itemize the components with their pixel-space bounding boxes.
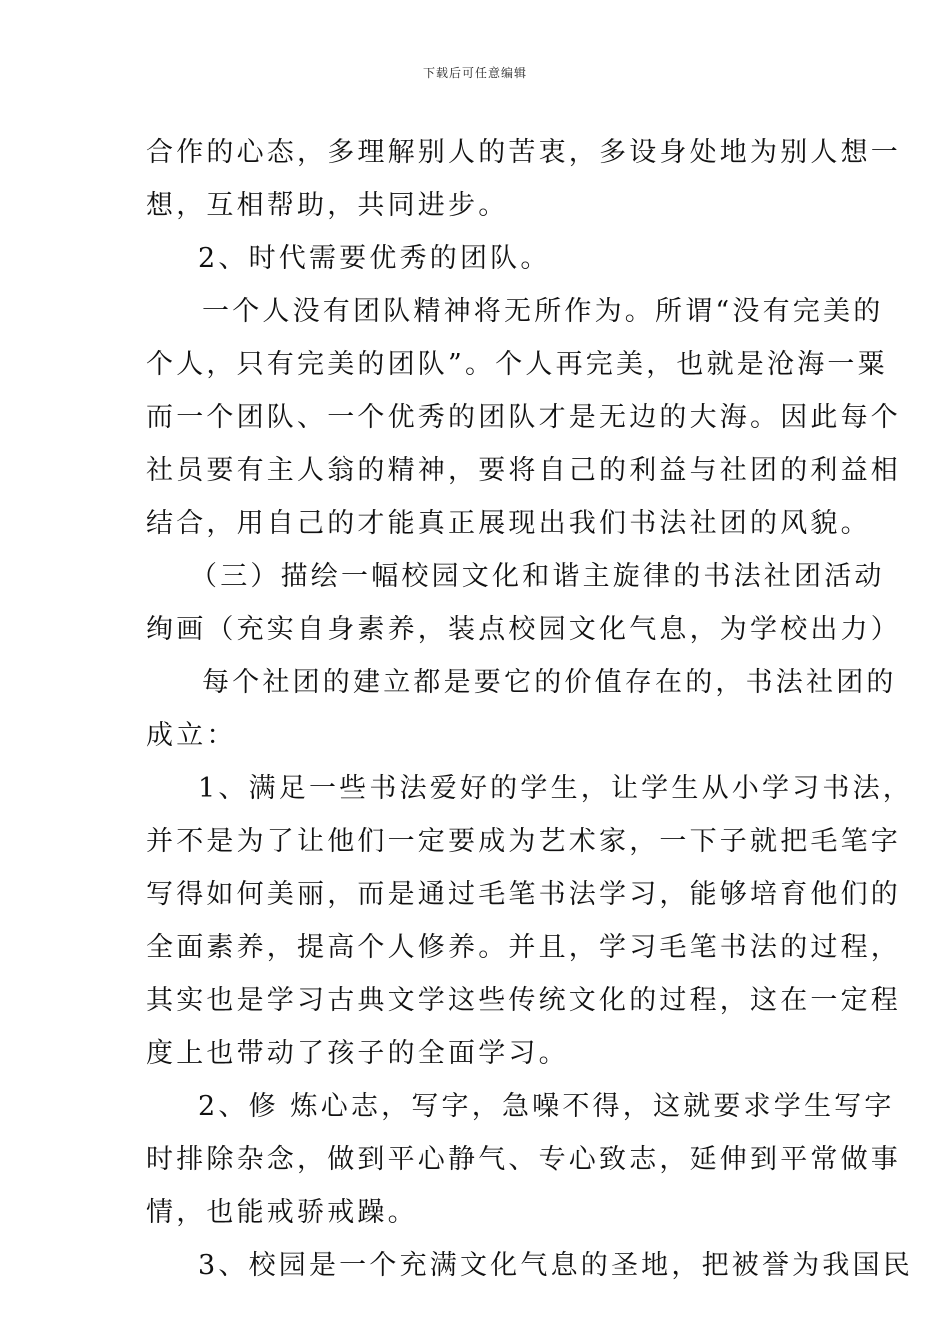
text-line: 其实也是学习古典文学这些传统文化的过程，这在一定程 (146, 985, 901, 1016)
text-line: 2、修 炼心志，写字，急噪不得，这就要求学生写字 (198, 1091, 895, 1122)
text-line: 成立： (146, 720, 237, 751)
document-body (146, 126, 913, 1292)
text-line: 写得如何美丽，而是通过毛笔书法学习，能够培育他们的 (146, 879, 901, 910)
text-line: 绚画（充实自身素养，装点校园文化气息，为学校出力） (146, 614, 901, 645)
text-line: 2、时代需要优秀的团队。 (198, 243, 551, 274)
text-line: 合作的心态，多理解别人的苦衷，多设身处地为别人想一 (146, 137, 901, 168)
text-line: 想，互相帮助，共同进步。 (146, 190, 509, 221)
text-line: 并不是为了让他们一定要成为艺术家，一下子就把毛笔字 (146, 826, 901, 857)
text-line: 1、满足一些书法爱好的学生，让学生从小学习书法， (198, 773, 913, 804)
text-line: 情，也能戒骄戒躁。 (146, 1197, 418, 1228)
text-line: 时排除杂念，做到平心静气、专心致志，延伸到平常做事 (146, 1144, 901, 1175)
text-line: 每个社团的建立都是要它的价值存在的，书法社团的 (202, 667, 897, 698)
text-line: 而一个团队、一个优秀的团队才是无边的大海。因此每个 (146, 402, 901, 433)
header-note: 下载后可任意编辑 (422, 66, 527, 80)
text-line: 个人，只有完美的团队”。个人再完美，也就是沧海一粟 (146, 349, 888, 380)
text-line: 结合，用自己的才能真正展现出我们书法社团的风貌。 (146, 508, 871, 539)
text-line: 3、校园是一个充满文化气息的圣地，把被誉为我国民 (198, 1250, 913, 1281)
text-line: 社员要有主人翁的精神，要将自己的利益与社团的利益相 (146, 455, 901, 486)
text-line: 全面素养，提高个人修养。并且，学习毛笔书法的过程， (146, 932, 901, 963)
text-line: 一个人没有团队精神将无所作为。所谓“没有完美的 (202, 296, 884, 327)
text-line: 度上也带动了孩子的全面学习。 (146, 1038, 569, 1069)
text-line: （三）描绘一幅校园文化和谐主旋律的书法社团活动 (190, 561, 885, 592)
